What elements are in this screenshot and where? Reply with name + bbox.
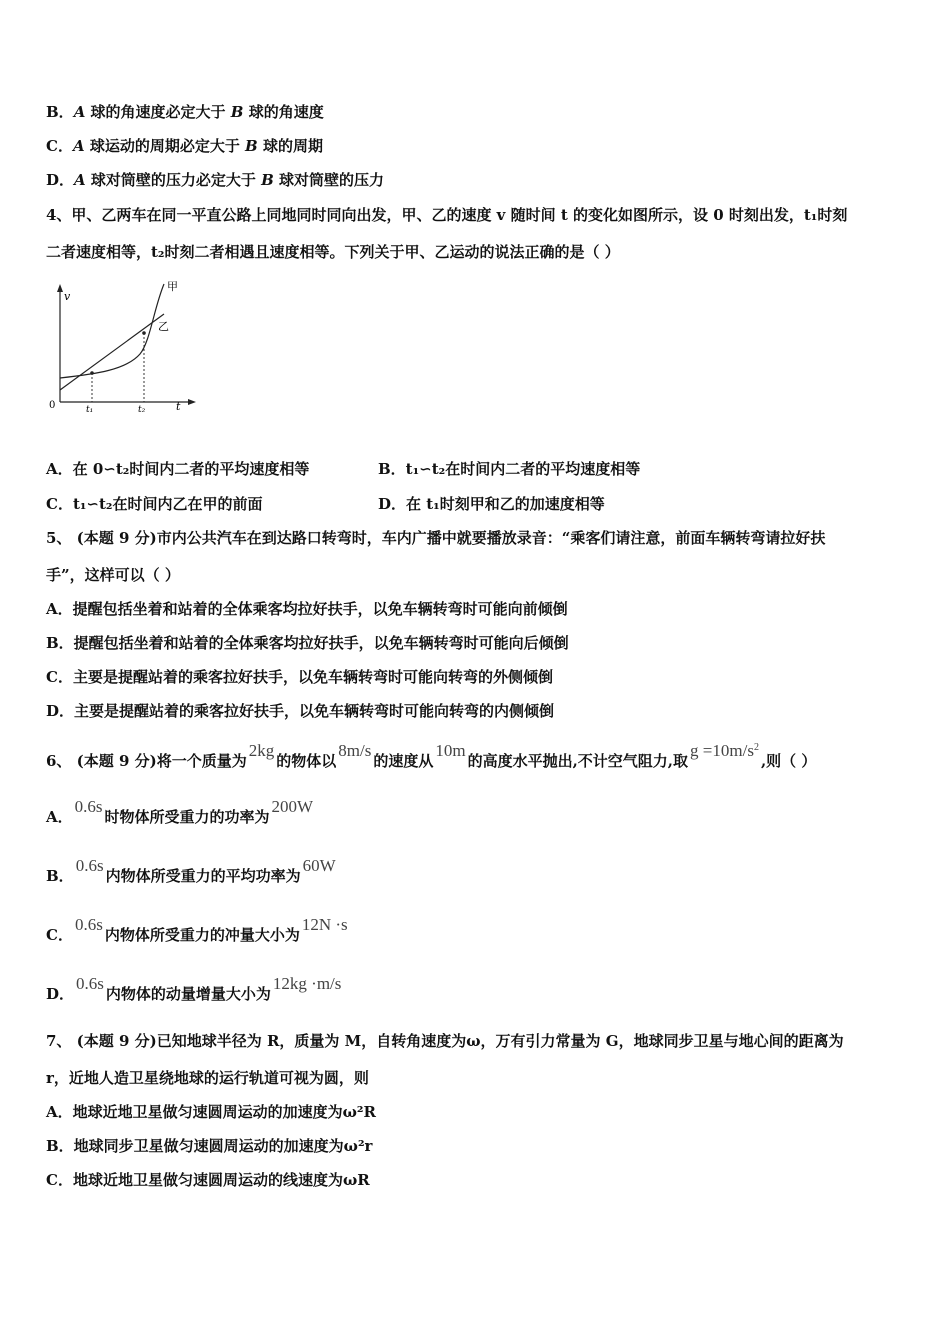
label-origin: 0 <box>49 400 56 411</box>
q6-option-d: D．0.6s内物体的动量增量大小为12kg ·m/s <box>46 974 342 1003</box>
label-t1: t₁ <box>86 405 94 415</box>
q6-height: 10m <box>435 741 466 760</box>
q7-stem-line1: 7、 (本题 9 分)已知地球半径为 R，质量为 M，自转角速度为ω，万有引力常量为 G，地球同步卫星与地心间的距离为 <box>46 1032 844 1050</box>
label-t2: t₂ <box>138 405 146 415</box>
q5-option-a: A．提醒包括坐着和站着的全体乘客均拉好扶手，以免车辆转弯时可能向前倾倒 <box>46 600 568 618</box>
q7-option-a: A．地球近地卫星做匀速圆周运动的加速度为ω²R <box>46 1103 376 1121</box>
q7-stem-line2: r，近地人造卫星绕地球的运行轨道可视为圆，则 <box>46 1069 369 1087</box>
q4-velocity-time-graph <box>46 278 206 418</box>
label-jia: 甲 <box>167 280 178 293</box>
q4-option-d: D．在 t₁时刻甲和乙的加速度相等 <box>378 495 605 513</box>
q5-option-b: B．提醒包括坐着和站着的全体乘客均拉好扶手，以免车辆转弯时可能向后倾倒 <box>46 634 569 652</box>
label-v: v <box>64 290 71 303</box>
curve-jia <box>60 284 164 378</box>
q4-option-c: C．t₁∽t₂在时间内乙在甲的前面 <box>46 495 263 513</box>
t-axis-arrow <box>188 399 196 405</box>
q7-option-b: B．地球同步卫星做匀速圆周运动的加速度为ω²r <box>46 1137 373 1155</box>
label-t: t <box>176 400 181 413</box>
v-axis-arrow <box>57 284 63 292</box>
q4-stem-line1: 4、甲、乙两车在同一平直公路上同地同时同向出发，甲、乙的速度 v 随时间 t 的变化如图所示，设 0 时刻出发，t₁时刻 <box>46 206 848 224</box>
q4-option-a: A．在 0∽t₂时间内二者的平均速度相等 <box>46 460 310 478</box>
q5-stem-line1: 5、 (本题 9 分)市内公共汽车在到达路口转弯时，车内广播中就要播放录音：“乘客们请注意，前面车辆转弯请拉好扶 <box>46 529 826 547</box>
label-yi: 乙 <box>158 320 169 333</box>
q6-option-a: A．0.6s时物体所受重力的功率为200W <box>46 797 314 826</box>
q4-option-b: B．t₁∽t₂在时间内二者的平均速度相等 <box>378 460 641 478</box>
line-yi <box>60 314 164 390</box>
q7-option-c: C．地球近地卫星做匀速圆周运动的线速度为ωR <box>46 1171 370 1189</box>
q5-option-d: D．主要是提醒站着的乘客拉好扶手，以免车辆转弯时可能向转弯的内侧倾倒 <box>46 702 555 720</box>
q5-option-c: C．主要是提醒站着的乘客拉好扶手，以免车辆转弯时可能向转弯的外侧倾倒 <box>46 668 553 686</box>
q6-velocity: 8m/s <box>338 741 372 760</box>
q4-stem-line2: 二者速度相等，t₂时刻二者相遇且速度相等。下列关于甲、乙运动的说法正确的是（ ） <box>46 243 620 261</box>
q6-stem: 6、 (本题 9 分)将一个质量为2kg的物体以8m/s的速度从10m的高度水平抛出,不计空气阻力,取$g =10m/s^2$,则（ ） <box>46 741 817 770</box>
q5-stem-line2: 手”，这样可以（ ） <box>46 566 180 584</box>
q3-option-b: B．A 球的角速度必定大于 B 球的角速度 <box>46 103 324 121</box>
q3-option-d: D．A 球对筒壁的压力必定大于 B 球对筒壁的压力 <box>46 171 385 189</box>
q6-mass: 2kg <box>248 741 275 760</box>
q6-gravity: $g =10m/s^2$ <box>690 741 759 760</box>
q6-option-c: C．0.6s内物体所受重力的冲量大小为12N ·s <box>46 915 348 944</box>
q6-option-b: B．0.6s内物体所受重力的平均功率为60W <box>46 856 336 885</box>
q3-option-c: C．A 球运动的周期必定大于 B 球的周期 <box>46 137 323 155</box>
